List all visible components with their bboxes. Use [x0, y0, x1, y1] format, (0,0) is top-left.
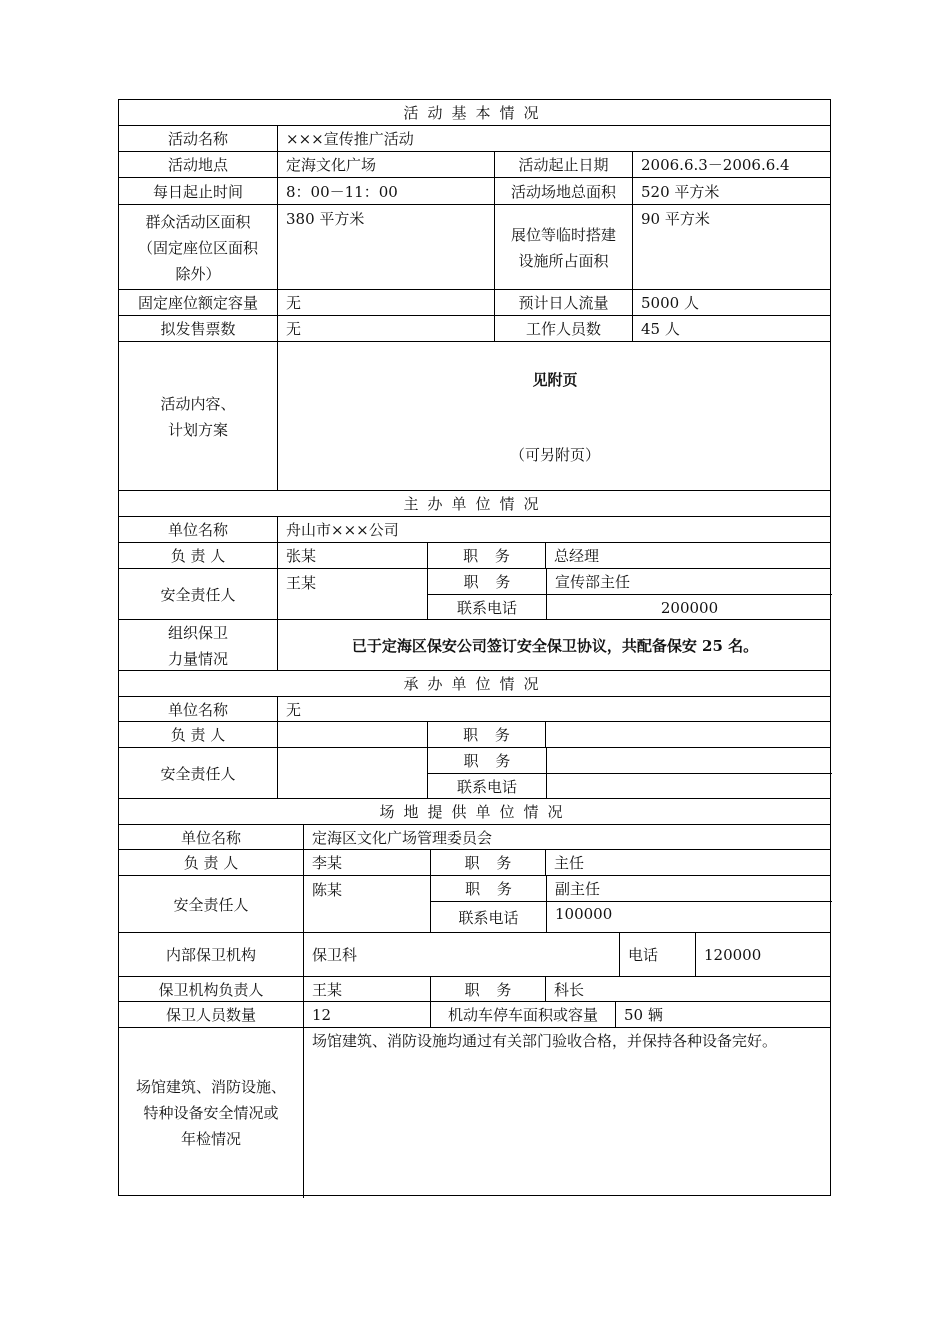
tickets-value[interactable]: 无: [277, 316, 494, 342]
organizer-duty-label: 职 务: [427, 722, 545, 748]
row-host-unit: [119, 516, 830, 543]
host-head-label: 负 责 人: [170, 547, 226, 565]
venue-safety-label: 安全责任人: [173, 895, 249, 914]
security-head-duty-value[interactable]: 科长: [545, 977, 832, 1002]
row-activity-content: [119, 341, 830, 491]
activity-registration-form: [118, 99, 831, 1196]
host-phone-label: 联系电话: [456, 598, 517, 617]
row-activity-place: [119, 151, 830, 178]
organizer-phone-label: 联系电话: [456, 777, 517, 796]
activity-content-label-line1: 活动内容、: [160, 394, 236, 413]
seat-capacity-value[interactable]: 无: [277, 290, 494, 316]
organizer-head-value[interactable]: [277, 722, 427, 748]
host-safety-duty-value[interactable]: 宣传部主任: [546, 569, 832, 595]
inspection-value[interactable]: 场馆建筑、消防设施均通过有关部门验收合格，并保持各种设备完好。: [303, 1028, 832, 1198]
venue-safety-value[interactable]: 陈某: [303, 876, 430, 933]
venue-head-duty-value[interactable]: 主任: [545, 850, 832, 876]
host-safety-detail: [427, 569, 832, 620]
daily-flow-label: 预计日人流量: [494, 290, 632, 316]
row-organizer-safety: [119, 747, 830, 799]
total-area-label: 活动场地总面积: [494, 178, 632, 205]
host-phone-value[interactable]: 200000: [546, 595, 832, 620]
inspection-label-line1: 场馆建筑、消防设施、: [135, 1078, 286, 1096]
security-org-value[interactable]: 保卫科: [303, 933, 619, 977]
activity-date-value[interactable]: 2006.6.3－2006.6.4: [632, 152, 832, 178]
row-daily-time: [119, 177, 830, 205]
parking-label: 机动车停车面积或容量: [430, 1002, 615, 1028]
host-unit-label: 单位名称: [167, 521, 228, 539]
row-activity-name: [119, 125, 830, 152]
guard-force-label-line2: 力量情况: [167, 649, 228, 668]
row-inspection: [119, 1027, 830, 1198]
host-head-value[interactable]: 张某: [277, 543, 427, 569]
security-tel-value[interactable]: 120000: [695, 933, 832, 977]
row-venue-head: [119, 849, 830, 876]
organizer-phone-value[interactable]: [546, 774, 832, 799]
temp-area-label-line1: 展位等临时搭建: [510, 225, 616, 244]
venue-head-value[interactable]: 李某: [303, 850, 430, 876]
total-area-value[interactable]: 520 平方米: [632, 178, 832, 205]
organizer-safety-value[interactable]: [277, 748, 427, 799]
temp-area-value[interactable]: 90 平方米: [632, 205, 832, 290]
row-crowd-area: [119, 204, 830, 290]
section-header-basic: [119, 100, 830, 125]
organizer-safety-duty-value[interactable]: [546, 748, 832, 774]
section-title: 场地提供单位情况: [379, 803, 572, 821]
section-title: 主办单位情况: [403, 495, 548, 513]
daily-time-value[interactable]: 8：00－11：00: [277, 178, 494, 205]
section-header-organizer: [119, 670, 830, 697]
host-safety-value[interactable]: 王某: [277, 569, 427, 620]
attachment-note: 见附页: [532, 371, 578, 389]
venue-unit-value[interactable]: 定海区文化广场管理委员会: [303, 825, 832, 850]
daily-flow-value[interactable]: 5000 人: [632, 290, 832, 316]
host-head-duty-label: 职 务: [427, 543, 545, 569]
venue-phone-label: 联系电话: [458, 908, 519, 927]
attachment-hint: （可另附页）: [509, 446, 600, 464]
row-venue-unit: [119, 824, 830, 850]
row-tickets: [119, 315, 830, 342]
row-security-head: [119, 976, 830, 1002]
crowd-area-label-line3: 除外）: [175, 264, 221, 283]
crowd-area-value[interactable]: 380 平方米: [277, 205, 494, 290]
host-unit-value[interactable]: 舟山市×××公司: [277, 517, 832, 543]
activity-place-label: 活动地点: [167, 156, 228, 174]
inspection-label-line3: 年检情况: [180, 1130, 241, 1148]
host-safety-label: 安全责任人: [160, 585, 236, 604]
row-host-safety: [119, 568, 830, 620]
row-venue-safety: [119, 875, 830, 933]
daily-time-label: 每日起止时间: [152, 182, 243, 201]
section-title: 承办单位情况: [403, 675, 548, 693]
guard-force-label-line1: 组织保卫: [167, 623, 228, 642]
row-host-guard: [119, 619, 830, 671]
organizer-unit-label: 单位名称: [167, 700, 228, 719]
activity-content-label: [119, 342, 277, 491]
venue-safety-detail: [430, 876, 832, 933]
host-safety-duty-label: 职 务: [428, 569, 546, 595]
organizer-safety-label: 安全责任人: [160, 764, 236, 783]
guard-count-value[interactable]: 12: [303, 1002, 430, 1028]
guard-force-label: [119, 620, 277, 671]
row-host-head: [119, 542, 830, 569]
guard-count-label: 保卫人员数量: [165, 1006, 256, 1024]
row-guard-count: [119, 1001, 830, 1028]
security-head-value[interactable]: 王某: [303, 977, 430, 1002]
inspection-label-line2: 特种设备安全情况或: [143, 1104, 279, 1122]
row-seat-capacity: [119, 289, 830, 316]
staff-count-label: 工作人员数: [494, 316, 632, 342]
inspection-label: [119, 1028, 303, 1198]
guard-force-value[interactable]: 已于定海区保安公司签订安全保卫协议，共配备保安 25 名。: [277, 620, 832, 671]
row-organizer-unit: [119, 696, 830, 722]
venue-head-label: 负 责 人: [183, 854, 239, 872]
venue-safety-duty-label: 职 务: [431, 876, 546, 902]
venue-head-duty-label: 职 务: [430, 850, 545, 876]
host-head-duty-value[interactable]: 总经理: [545, 543, 832, 569]
venue-safety-duty-value[interactable]: 副主任: [546, 876, 832, 902]
section-title: 活动基本情况: [403, 103, 548, 122]
crowd-area-label-line2: （固定座位区面积: [137, 238, 258, 257]
row-organizer-head: [119, 721, 830, 748]
section-header-venue: [119, 798, 830, 825]
section-header-host: [119, 490, 830, 517]
seat-capacity-label: 固定座位额定容量: [137, 294, 258, 312]
activity-place-value[interactable]: 定海文化广场: [277, 152, 494, 178]
activity-name-value[interactable]: ×××宣传推广活动: [277, 126, 832, 152]
organizer-safety-duty-label: 职 务: [428, 748, 546, 774]
security-head-label: 保卫机构负责人: [158, 980, 264, 999]
venue-phone-value[interactable]: 100000: [546, 902, 832, 933]
crowd-area-label-line1: 群众活动区面积: [145, 212, 251, 231]
organizer-safety-detail: [427, 748, 832, 799]
organizer-unit-value[interactable]: 无: [277, 697, 832, 722]
organizer-head-label: 负 责 人: [170, 726, 226, 744]
temp-area-label-line2: 设施所占面积: [518, 251, 609, 270]
crowd-area-label: [119, 205, 277, 290]
parking-value[interactable]: 50 辆: [615, 1002, 832, 1028]
row-security-org: [119, 932, 830, 977]
security-org-label: 内部保卫机构: [165, 946, 256, 964]
activity-content-label-line2: 计划方案: [167, 420, 228, 439]
venue-unit-label: 单位名称: [180, 828, 241, 847]
organizer-duty-value[interactable]: [545, 722, 832, 748]
security-head-duty-label: 职 务: [430, 977, 545, 1002]
temp-area-label: [494, 205, 632, 290]
activity-date-label: 活动起止日期: [494, 152, 632, 178]
activity-name-label: 活动名称: [167, 130, 228, 148]
activity-content-value[interactable]: [277, 342, 832, 491]
security-tel-label: 电话: [619, 933, 695, 977]
tickets-label: 拟发售票数: [160, 320, 236, 338]
staff-count-value[interactable]: 45 人: [632, 316, 832, 342]
